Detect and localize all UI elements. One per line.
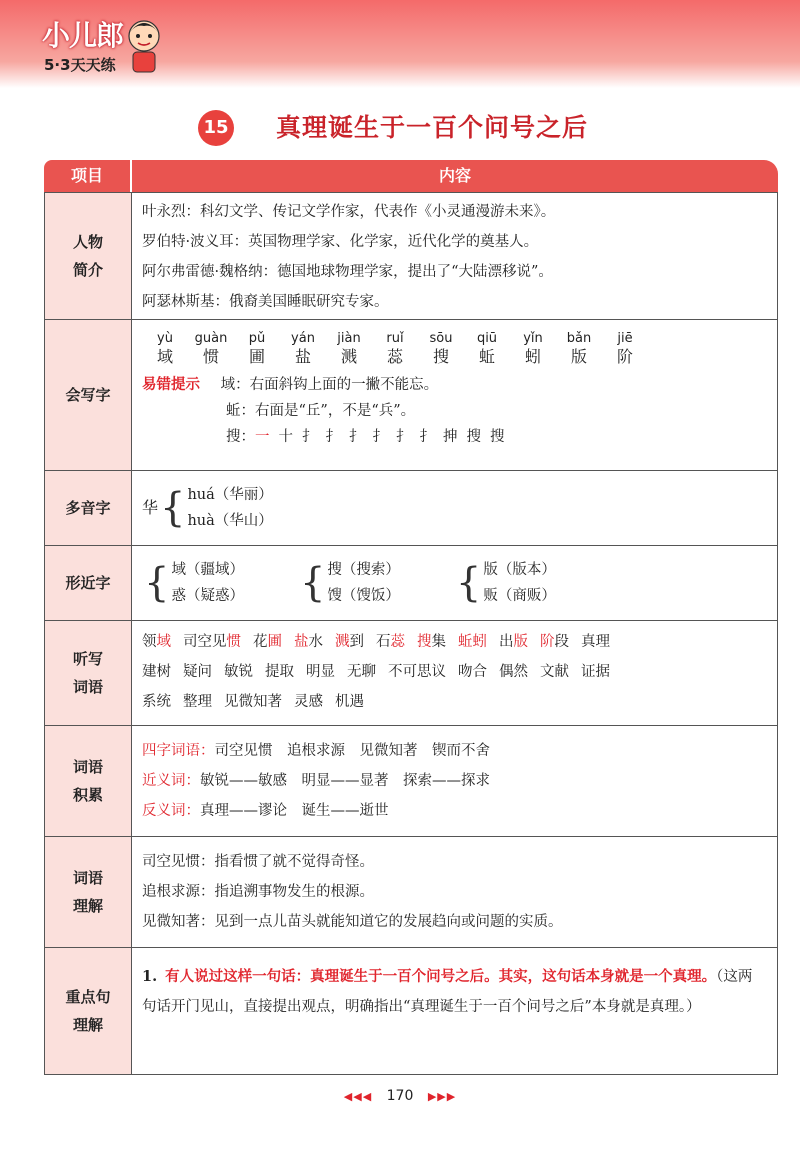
- row-label: 词语理解: [45, 837, 132, 947]
- dictation-content: [132, 621, 777, 723]
- pinyin: yán: [291, 331, 315, 346]
- stroke-step: 搜: [490, 429, 505, 445]
- pinyin-char: [142, 330, 188, 366]
- similar-content: [132, 546, 777, 620]
- dictation-word: 吻合: [458, 664, 487, 680]
- key-content: [132, 948, 777, 1028]
- pinyin-char: [372, 330, 418, 366]
- polyphone-content: [132, 471, 777, 545]
- pinyin: pǔ: [248, 331, 266, 346]
- reading: huà（华山）: [187, 513, 273, 529]
- stroke-label: 搜：: [226, 429, 255, 445]
- dictation-word: 证据: [581, 664, 610, 680]
- stroke-step: 扌: [325, 429, 340, 445]
- dictation-word: 真理: [581, 634, 610, 650]
- row-label: 人物简介: [45, 193, 132, 319]
- meaning-line: 见微知著：见到一点儿苗头就能知道它的发展趋向或问题的实质。: [142, 914, 563, 930]
- polyphone-char: 华: [142, 498, 159, 517]
- dictation-word: 不可思议: [388, 664, 446, 680]
- hanzi: 溅: [340, 347, 357, 366]
- stroke-step: 十: [278, 429, 293, 445]
- brace-icon: {: [160, 485, 186, 531]
- hanzi: 搜: [432, 347, 449, 366]
- dictation-word: 偶然: [499, 664, 528, 680]
- dictation-word: 灵感: [294, 694, 323, 710]
- row-dictation: [44, 621, 778, 726]
- dictation-word: 搜集: [417, 634, 446, 650]
- table-header: [44, 160, 778, 192]
- dictation-word: 盐水: [294, 634, 323, 650]
- pinyin-char: [510, 330, 556, 366]
- pinyin: jiē: [617, 331, 633, 346]
- pinyin: yǐn: [523, 331, 543, 346]
- stroke-step: 扌: [349, 429, 364, 445]
- brace-icon: {: [299, 560, 326, 606]
- people-line: 阿瑟林斯基：俄裔美国睡眠研究专家。: [142, 294, 389, 310]
- pinyin: yù: [157, 331, 173, 346]
- row-label: 听写词语: [45, 621, 132, 725]
- meaning-line: 追根求源：指追溯事物发生的根源。: [142, 884, 374, 900]
- brand-logo: [14, 14, 164, 88]
- hanzi: 圃: [248, 347, 265, 366]
- dictation-word: 整理: [183, 694, 212, 710]
- stroke-step: 扌: [372, 429, 387, 445]
- header-item: 项目: [44, 160, 130, 192]
- hanzi: 蚓: [524, 347, 541, 366]
- ant-words: 真理——谬论 诞生——逝世: [200, 803, 389, 819]
- right-arrows-icon: ▶▶▶: [427, 1090, 457, 1103]
- dictation-word: 机遇: [335, 694, 364, 710]
- people-line: 罗伯特·波义耳：英国物理学家、化学家，近代化学的奠基人。: [142, 234, 539, 250]
- brand-name: 小儿郎: [42, 19, 124, 52]
- row-label: 词语积累: [45, 726, 132, 836]
- hanzi: 阶: [616, 347, 633, 366]
- accumulate-content: [132, 726, 777, 832]
- row-write-chars: [44, 320, 778, 471]
- dictation-word: 司空见惯: [183, 634, 241, 650]
- polyphone-readings: [187, 482, 272, 534]
- similar-group: { 搜（搜索） 馊（馊饭）: [299, 560, 400, 606]
- people-content: [132, 193, 777, 323]
- pinyin-char: [602, 330, 648, 366]
- tip-line: 域：右面斜钩上面的一撇不能忘。: [220, 377, 439, 393]
- row-label: 会写字: [45, 320, 132, 470]
- people-line: 阿尔弗雷德·魏格纳：德国地球物理学家，提出了“大陆漂移说”。: [142, 264, 553, 280]
- tip-label: 易错提示: [142, 376, 200, 393]
- hanzi: 盐: [294, 347, 311, 366]
- pinyin: ruǐ: [386, 331, 404, 346]
- pinyin-char: [418, 330, 464, 366]
- stroke-step: 一: [255, 429, 270, 445]
- dictation-word: 明显: [306, 664, 335, 680]
- people-line: 叶永烈：科幻文学、传记文学作家，代表作《小灵通漫游未来》。: [142, 204, 556, 220]
- lesson-title: 真理诞生于一百个问号之后: [276, 113, 589, 142]
- pinyin: guàn: [194, 331, 228, 346]
- dictation-word: 文献: [540, 664, 569, 680]
- key-sentence: 有人说过这样一句话：真理诞生于一百个问号之后。其实，这句话本身就是一个真理。: [165, 968, 717, 985]
- dictation-word: 系统: [142, 694, 171, 710]
- pinyin-char: [234, 330, 280, 366]
- hanzi: 域: [156, 347, 173, 366]
- similar-group: { 版（版本） 贩（商贩）: [455, 560, 556, 606]
- pinyin-char: [280, 330, 326, 366]
- dictation-word: 领域: [142, 634, 171, 650]
- dictation-line: [142, 687, 767, 717]
- pinyin-char-row: [142, 330, 767, 366]
- pinyin-char: [326, 330, 372, 366]
- hanzi: 版: [570, 347, 587, 366]
- left-arrows-icon: ◀◀◀: [343, 1090, 373, 1103]
- pinyin: bǎn: [566, 331, 592, 346]
- dictation-word: 溅到: [335, 634, 364, 650]
- dictation-word: 石蕊: [376, 634, 405, 650]
- dictation-word: 建树: [142, 664, 171, 680]
- pinyin-char: [188, 330, 234, 366]
- study-table: [44, 160, 778, 1075]
- page-number: 170: [386, 1088, 414, 1104]
- row-similar-chars: [44, 546, 778, 621]
- dictation-word: 花圃: [253, 634, 282, 650]
- pinyin: jiàn: [337, 331, 361, 346]
- syn-words: 敏锐——敏感 明显——显著 探索——探求: [200, 773, 490, 789]
- ant-label: 反义词：: [142, 803, 200, 819]
- row-accumulate: [44, 726, 778, 837]
- stroke-order: [142, 424, 767, 450]
- brace-icon: {: [455, 560, 482, 606]
- pinyin-char: [556, 330, 602, 366]
- dictation-word: 出版: [499, 634, 528, 650]
- row-people: [44, 192, 778, 320]
- meaning-content: [132, 837, 777, 943]
- dictation-word: 阶段: [540, 634, 569, 650]
- lesson-number-badge: 15: [198, 110, 234, 146]
- four-words: 司空见惯 追根求源 见微知著 锲而不舍: [214, 743, 490, 759]
- dictation-word: 见微知著: [224, 694, 282, 710]
- key-explanation: （这两句话开门见山，直接提出观点，明确指出“真理诞生于一百个问号之后”本身就是真理。）: [142, 969, 753, 1015]
- brand-subtitle: 5·3天天练: [44, 56, 116, 74]
- dictation-word: 疑问: [183, 664, 212, 680]
- row-label: 多音字: [45, 471, 132, 545]
- hanzi: 蚯: [478, 347, 495, 366]
- pinyin: qiū: [476, 331, 498, 346]
- stroke-step: 搜: [466, 429, 481, 445]
- row-polyphone: [44, 471, 778, 546]
- syn-label: 近义词：: [142, 773, 200, 789]
- dictation-word: 无聊: [347, 664, 376, 680]
- meaning-line: 司空见惯：指看惯了就不觉得奇怪。: [142, 854, 374, 870]
- dictation-line: [142, 627, 767, 657]
- row-meaning: [44, 837, 778, 948]
- page-footer: [0, 1088, 800, 1104]
- dictation-word: 敏锐: [224, 664, 253, 680]
- header-content: 内容: [132, 160, 778, 192]
- row-label: 形近字: [45, 546, 132, 620]
- four-label: 四字词语：: [142, 743, 215, 759]
- hanzi: 蕊: [386, 347, 403, 366]
- reading: huá（华丽）: [187, 487, 273, 503]
- dictation-word: 提取: [265, 664, 294, 680]
- tip-line: 蚯：右面是“丘”，不是“兵”。: [226, 403, 416, 419]
- stroke-step: 抻: [443, 429, 458, 445]
- mascot-icon: [124, 16, 164, 74]
- stroke-step: 扌: [302, 429, 317, 445]
- key-number: 1.: [142, 968, 158, 985]
- row-key-sentence: [44, 948, 778, 1075]
- dictation-line: [142, 657, 767, 687]
- brace-icon: {: [144, 560, 170, 606]
- lesson-title-row: [0, 108, 800, 148]
- hanzi: 惯: [202, 347, 219, 366]
- pinyin-char: [464, 330, 510, 366]
- write-chars-content: [132, 320, 777, 456]
- stroke-step: 扌: [419, 429, 434, 445]
- dictation-word: 蚯蚓: [458, 634, 487, 650]
- similar-group: { 域（疆域） 惑（疑惑）: [144, 560, 244, 606]
- pinyin: sōu: [429, 331, 453, 346]
- stroke-step: 扌: [396, 429, 411, 445]
- row-label: 重点句理解: [45, 948, 132, 1074]
